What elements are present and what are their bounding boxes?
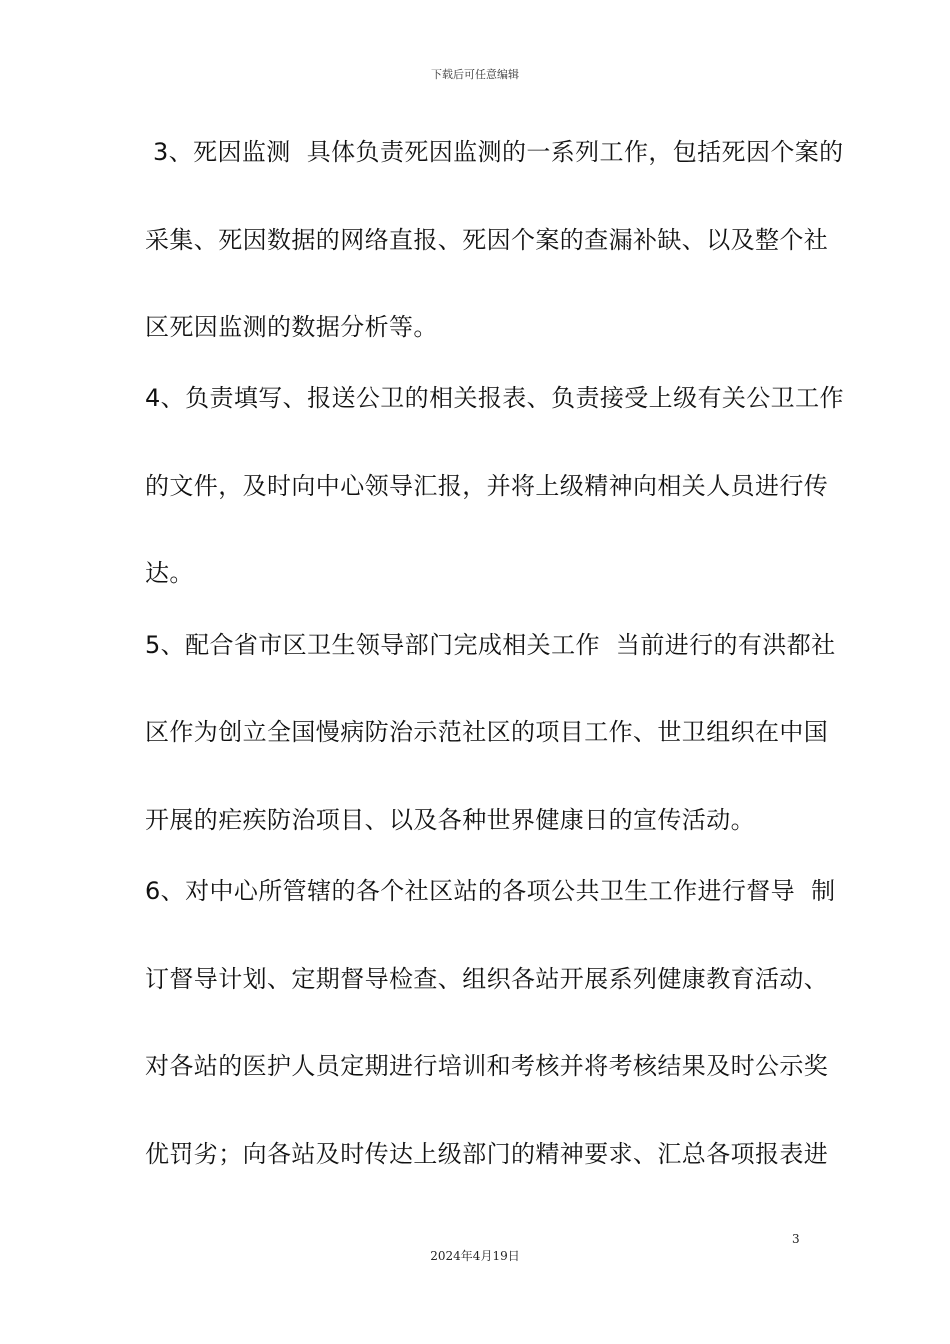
body-line: 6、对中心所管辖的各个社区站的各项公共卫生工作进行督导 制 <box>145 877 836 905</box>
body-line: 对各站的医护人员定期进行培训和考核并将考核结果及时公示奖 <box>145 1052 829 1080</box>
body-line: 区死因监测的数据分析等。 <box>145 313 438 341</box>
page-number: 3 <box>792 1232 800 1246</box>
body-line: 4、负责填写、报送公卫的相关报表、负责接受上级有关公卫工作 <box>145 384 844 412</box>
body-line: 开展的疟疾防治项目、以及各种世界健康日的宣传活动。 <box>145 806 755 834</box>
body-line: 5、配合省市区卫生领导部门完成相关工作 当前进行的有洪都社 <box>145 631 836 659</box>
body-line: 优罚劣；向各站及时传达上级部门的精神要求、汇总各项报表进 <box>145 1140 829 1168</box>
body-line: 3、死因监测 具体负责死因监测的一系列工作，包括死因个案的 <box>145 138 844 166</box>
body-line: 区作为创立全国慢病防治示范社区的项目工作、世卫组织在中国 <box>145 718 829 746</box>
body-line: 订督导计划、定期督导检查、组织各站开展系列健康教育活动、 <box>145 965 829 993</box>
footer-date: 2024年4月19日 <box>430 1249 520 1263</box>
body-line: 达。 <box>145 559 194 587</box>
page-header: 下载后可任意编辑 <box>431 68 519 81</box>
body-line: 采集、死因数据的网络直报、死因个案的查漏补缺、以及整个社 <box>145 226 829 254</box>
body-line: 的文件，及时向中心领导汇报，并将上级精神向相关人员进行传 <box>145 472 829 500</box>
